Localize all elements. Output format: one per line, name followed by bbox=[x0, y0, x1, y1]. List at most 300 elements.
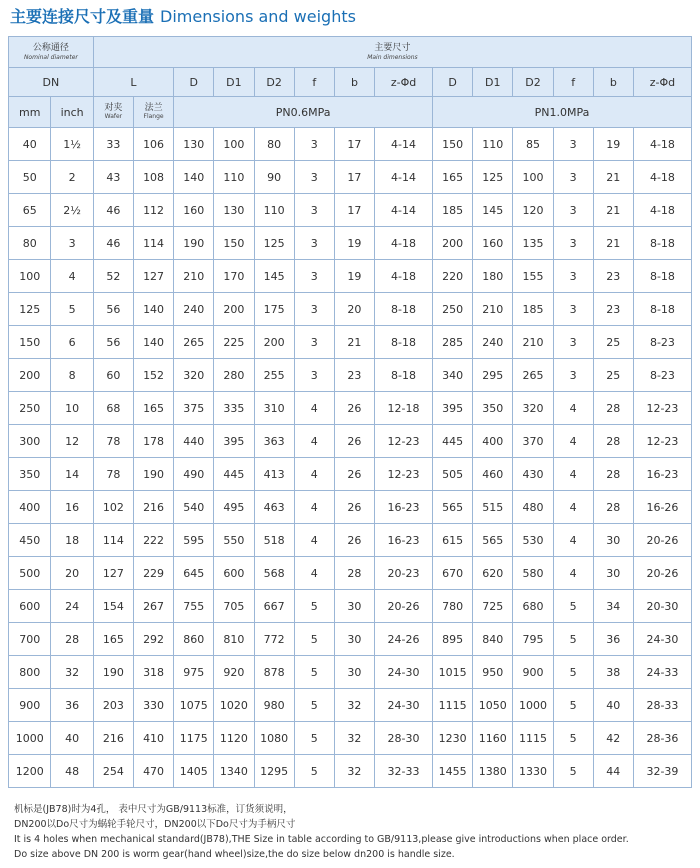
table-cell: 395 bbox=[433, 392, 473, 425]
table-cell: 335 bbox=[214, 392, 254, 425]
table-cell: 32 bbox=[334, 689, 374, 722]
table-cell: 17 bbox=[334, 161, 374, 194]
table-cell: 292 bbox=[133, 623, 173, 656]
table-cell: 20-30 bbox=[633, 590, 691, 623]
flange-en: Flange bbox=[143, 113, 164, 120]
col-b-d2: D2 bbox=[513, 68, 553, 97]
table-cell: 254 bbox=[93, 755, 133, 788]
table-cell: 175 bbox=[254, 293, 294, 326]
table-cell: 190 bbox=[174, 227, 214, 260]
table-cell: 165 bbox=[133, 392, 173, 425]
table-cell: 920 bbox=[214, 656, 254, 689]
table-cell: 8-18 bbox=[375, 359, 433, 392]
table-cell: 280 bbox=[214, 359, 254, 392]
table-cell: 21 bbox=[593, 194, 633, 227]
table-cell: 3 bbox=[294, 161, 334, 194]
table-cell: 16-23 bbox=[375, 491, 433, 524]
table-row bbox=[9, 557, 692, 590]
table-cell: 3 bbox=[294, 128, 334, 161]
table-cell: 5 bbox=[294, 689, 334, 722]
table-cell: 210 bbox=[513, 326, 553, 359]
table-cell: 108 bbox=[133, 161, 173, 194]
table-cell: 3 bbox=[294, 359, 334, 392]
table-cell: 878 bbox=[254, 656, 294, 689]
table-cell: 1405 bbox=[174, 755, 214, 788]
table-cell: 5 bbox=[553, 689, 593, 722]
table-cell: 28 bbox=[593, 392, 633, 425]
table-cell: 65 bbox=[9, 194, 51, 227]
table-cell: 255 bbox=[254, 359, 294, 392]
table-cell: 1200 bbox=[9, 755, 51, 788]
table-cell: 32 bbox=[334, 722, 374, 755]
table-cell: 840 bbox=[473, 623, 513, 656]
table-row bbox=[9, 425, 692, 458]
table-cell: 565 bbox=[473, 524, 513, 557]
table-cell: 30 bbox=[593, 557, 633, 590]
table-cell: 8-18 bbox=[633, 260, 691, 293]
table-cell: 40 bbox=[9, 128, 51, 161]
table-cell: 12 bbox=[51, 425, 93, 458]
table-cell: 3 bbox=[553, 161, 593, 194]
table-cell: 4 bbox=[553, 392, 593, 425]
table-cell: 772 bbox=[254, 623, 294, 656]
table-cell: 5 bbox=[553, 590, 593, 623]
table-cell: 550 bbox=[214, 524, 254, 557]
table-cell: 19 bbox=[334, 227, 374, 260]
table-cell: 4 bbox=[294, 458, 334, 491]
table-cell: 3 bbox=[294, 260, 334, 293]
table-cell: 4-18 bbox=[375, 260, 433, 293]
table-cell: 460 bbox=[473, 458, 513, 491]
table-cell: 350 bbox=[9, 458, 51, 491]
table-cell: 12-23 bbox=[633, 425, 691, 458]
table-cell: 800 bbox=[9, 656, 51, 689]
table-cell: 200 bbox=[9, 359, 51, 392]
note-line: Do size above DN 200 is worm gear(hand wheel)size,the do size below dn200 is handle size. bbox=[14, 849, 455, 860]
table-cell: 38 bbox=[593, 656, 633, 689]
main-zh: 主要尺寸 bbox=[374, 43, 411, 53]
table-cell: 46 bbox=[93, 227, 133, 260]
table-cell: 32-33 bbox=[375, 755, 433, 788]
table-cell: 895 bbox=[433, 623, 473, 656]
table-cell: 670 bbox=[433, 557, 473, 590]
table-cell: 595 bbox=[174, 524, 214, 557]
table-cell: 3 bbox=[294, 326, 334, 359]
table-row bbox=[9, 491, 692, 524]
table-cell: 10 bbox=[51, 392, 93, 425]
table-cell: 5 bbox=[553, 755, 593, 788]
table-cell: 28-33 bbox=[633, 689, 691, 722]
table-cell: 90 bbox=[254, 161, 294, 194]
table-cell: 6 bbox=[51, 326, 93, 359]
col-a-d: D bbox=[174, 68, 214, 97]
table-cell: 480 bbox=[513, 491, 553, 524]
table-cell: 500 bbox=[9, 557, 51, 590]
table-cell: 36 bbox=[51, 689, 93, 722]
table-cell: 20 bbox=[334, 293, 374, 326]
table-cell: 5 bbox=[51, 293, 93, 326]
table-cell: 24-26 bbox=[375, 623, 433, 656]
table-cell: 130 bbox=[214, 194, 254, 227]
table-cell: 530 bbox=[513, 524, 553, 557]
table-cell: 145 bbox=[473, 194, 513, 227]
table-cell: 413 bbox=[254, 458, 294, 491]
table-cell: 120 bbox=[513, 194, 553, 227]
table-cell: 125 bbox=[254, 227, 294, 260]
table-cell: 36 bbox=[593, 623, 633, 656]
table-cell: 25 bbox=[593, 326, 633, 359]
table-cell: 30 bbox=[593, 524, 633, 557]
table-cell: 127 bbox=[93, 557, 133, 590]
table-cell: 34 bbox=[593, 590, 633, 623]
table-cell: 152 bbox=[133, 359, 173, 392]
table-cell: 42 bbox=[593, 722, 633, 755]
table-cell: 21 bbox=[593, 227, 633, 260]
table-cell: 20 bbox=[51, 557, 93, 590]
table-row bbox=[9, 128, 692, 161]
table-cell: 4 bbox=[553, 491, 593, 524]
table-cell: 16-26 bbox=[633, 491, 691, 524]
table-cell: 12-23 bbox=[375, 458, 433, 491]
table-cell: 1330 bbox=[513, 755, 553, 788]
table-cell: 190 bbox=[93, 656, 133, 689]
table-cell: 445 bbox=[433, 425, 473, 458]
table-cell: 112 bbox=[133, 194, 173, 227]
table-cell: 400 bbox=[9, 491, 51, 524]
table-cell: 20-26 bbox=[633, 524, 691, 557]
table-cell: 4-14 bbox=[375, 128, 433, 161]
table-cell: 4-14 bbox=[375, 161, 433, 194]
table-cell: 178 bbox=[133, 425, 173, 458]
table-cell: 127 bbox=[133, 260, 173, 293]
table-cell: 28 bbox=[593, 491, 633, 524]
table-cell: 250 bbox=[433, 293, 473, 326]
table-cell: 330 bbox=[133, 689, 173, 722]
table-cell: 4-18 bbox=[633, 161, 691, 194]
table-cell: 400 bbox=[473, 425, 513, 458]
table-cell: 600 bbox=[214, 557, 254, 590]
table-cell: 8-18 bbox=[633, 293, 691, 326]
header-row-3 bbox=[9, 97, 692, 128]
table-cell: 100 bbox=[214, 128, 254, 161]
table-cell: 140 bbox=[133, 293, 173, 326]
table-cell: 340 bbox=[433, 359, 473, 392]
table-cell: 185 bbox=[513, 293, 553, 326]
table-cell: 580 bbox=[513, 557, 553, 590]
table-cell: 21 bbox=[593, 161, 633, 194]
table-cell: 975 bbox=[174, 656, 214, 689]
table-cell: 430 bbox=[513, 458, 553, 491]
table-cell: 375 bbox=[174, 392, 214, 425]
table-cell: 250 bbox=[9, 392, 51, 425]
table-cell: 3 bbox=[553, 293, 593, 326]
note-line: It is 4 holes when mechanical standard(JB78),THE Size in table according to GB/9113,please give introductions when place order. bbox=[14, 834, 629, 845]
table-cell: 1020 bbox=[214, 689, 254, 722]
wafer-en: Wafer bbox=[104, 113, 123, 120]
table-cell: 30 bbox=[334, 590, 374, 623]
table-cell: 300 bbox=[9, 425, 51, 458]
table-cell: 150 bbox=[9, 326, 51, 359]
table-cell: 1380 bbox=[473, 755, 513, 788]
table-cell: 1075 bbox=[174, 689, 214, 722]
table-row bbox=[9, 623, 692, 656]
table-cell: 20-26 bbox=[375, 590, 433, 623]
table-cell: 160 bbox=[174, 194, 214, 227]
dn-header: DN bbox=[9, 68, 94, 97]
table-row bbox=[9, 689, 692, 722]
table-cell: 60 bbox=[93, 359, 133, 392]
table-cell: 1120 bbox=[214, 722, 254, 755]
table-cell: 3 bbox=[553, 359, 593, 392]
table-cell: 645 bbox=[174, 557, 214, 590]
col-a-d1: D1 bbox=[214, 68, 254, 97]
table-cell: 33 bbox=[93, 128, 133, 161]
table-cell: 229 bbox=[133, 557, 173, 590]
table-cell: 32 bbox=[334, 755, 374, 788]
table-cell: 125 bbox=[9, 293, 51, 326]
table-cell: 495 bbox=[214, 491, 254, 524]
table-cell: 4 bbox=[553, 524, 593, 557]
table-row bbox=[9, 392, 692, 425]
table-cell: 1000 bbox=[513, 689, 553, 722]
table-row bbox=[9, 722, 692, 755]
table-cell: 165 bbox=[93, 623, 133, 656]
table-cell: 3 bbox=[294, 227, 334, 260]
table-cell: 320 bbox=[174, 359, 214, 392]
table-cell: 28 bbox=[51, 623, 93, 656]
table-cell: 130 bbox=[174, 128, 214, 161]
table-cell: 3 bbox=[553, 326, 593, 359]
title-en: Dimensions and weights bbox=[160, 7, 356, 26]
table-cell: 32-39 bbox=[633, 755, 691, 788]
table-cell: 1115 bbox=[513, 722, 553, 755]
main-en: Main dimensions bbox=[367, 54, 418, 61]
col-b-b: b bbox=[593, 68, 633, 97]
table-cell: 310 bbox=[254, 392, 294, 425]
table-cell: 2½ bbox=[51, 194, 93, 227]
table-cell: 1080 bbox=[254, 722, 294, 755]
table-cell: 515 bbox=[473, 491, 513, 524]
table-cell: 320 bbox=[513, 392, 553, 425]
col-b-d: D bbox=[433, 68, 473, 97]
table-cell: 5 bbox=[553, 656, 593, 689]
table-cell: 980 bbox=[254, 689, 294, 722]
col-b-zd: z-Φd bbox=[633, 68, 691, 97]
note-line: DN200以Do尺寸为蜗轮手轮尺寸，DN200以下Do尺寸为手柄尺寸 bbox=[14, 819, 296, 830]
inch-header: inch bbox=[51, 97, 93, 128]
table-cell: 25 bbox=[593, 359, 633, 392]
table-cell: 705 bbox=[214, 590, 254, 623]
table-cell: 470 bbox=[133, 755, 173, 788]
table-cell: 170 bbox=[214, 260, 254, 293]
table-cell: 28 bbox=[334, 557, 374, 590]
table-cell: 318 bbox=[133, 656, 173, 689]
table-cell: 8-23 bbox=[633, 326, 691, 359]
table-cell: 725 bbox=[473, 590, 513, 623]
table-row bbox=[9, 293, 692, 326]
table-cell: 28-36 bbox=[633, 722, 691, 755]
table-cell: 30 bbox=[334, 623, 374, 656]
table-cell: 5 bbox=[553, 623, 593, 656]
table-cell: 160 bbox=[473, 227, 513, 260]
table-cell: 43 bbox=[93, 161, 133, 194]
table-cell: 24 bbox=[51, 590, 93, 623]
table-cell: 12-23 bbox=[633, 392, 691, 425]
table-cell: 185 bbox=[433, 194, 473, 227]
table-cell: 78 bbox=[93, 458, 133, 491]
table-cell: 240 bbox=[174, 293, 214, 326]
table-cell: 1340 bbox=[214, 755, 254, 788]
main-dimensions-header bbox=[93, 37, 691, 68]
table-cell: 220 bbox=[433, 260, 473, 293]
table-cell: 395 bbox=[214, 425, 254, 458]
table-cell: 140 bbox=[174, 161, 214, 194]
table-cell: 565 bbox=[433, 491, 473, 524]
table-cell: 180 bbox=[473, 260, 513, 293]
table-row bbox=[9, 194, 692, 227]
table-cell: 5 bbox=[294, 623, 334, 656]
table-cell: 56 bbox=[93, 326, 133, 359]
table-cell: 12-23 bbox=[375, 425, 433, 458]
page-title bbox=[10, 4, 356, 28]
table-row bbox=[9, 161, 692, 194]
table-cell: 1015 bbox=[433, 656, 473, 689]
table-cell: 203 bbox=[93, 689, 133, 722]
table-row bbox=[9, 326, 692, 359]
table-cell: 463 bbox=[254, 491, 294, 524]
table-cell: 1160 bbox=[473, 722, 513, 755]
table-cell: 5 bbox=[294, 590, 334, 623]
table-cell: 18 bbox=[51, 524, 93, 557]
table-cell: 4 bbox=[553, 425, 593, 458]
table-cell: 5 bbox=[294, 722, 334, 755]
dimensions-table bbox=[8, 36, 692, 788]
table-cell: 216 bbox=[93, 722, 133, 755]
table-row bbox=[9, 656, 692, 689]
table-cell: 755 bbox=[174, 590, 214, 623]
col-b-f: f bbox=[553, 68, 593, 97]
table-cell: 135 bbox=[513, 227, 553, 260]
table-cell: 16-23 bbox=[375, 524, 433, 557]
table-cell: 3 bbox=[553, 227, 593, 260]
col-a-b: b bbox=[334, 68, 374, 97]
col-a-zd: z-Φd bbox=[375, 68, 433, 97]
table-cell: 78 bbox=[93, 425, 133, 458]
table-cell: 14 bbox=[51, 458, 93, 491]
table-cell: 490 bbox=[174, 458, 214, 491]
notes bbox=[14, 802, 694, 862]
table-cell: 190 bbox=[133, 458, 173, 491]
table-cell: 370 bbox=[513, 425, 553, 458]
table-cell: 4-18 bbox=[633, 128, 691, 161]
table-cell: 80 bbox=[9, 227, 51, 260]
table-cell: 3 bbox=[294, 293, 334, 326]
table-cell: 4 bbox=[51, 260, 93, 293]
table-cell: 50 bbox=[9, 161, 51, 194]
table-cell: 24-33 bbox=[633, 656, 691, 689]
table-cell: 216 bbox=[133, 491, 173, 524]
table-cell: 8-23 bbox=[633, 359, 691, 392]
table-cell: 125 bbox=[473, 161, 513, 194]
table-cell: 4 bbox=[294, 491, 334, 524]
table-cell: 100 bbox=[9, 260, 51, 293]
table-cell: 16 bbox=[51, 491, 93, 524]
table-row bbox=[9, 260, 692, 293]
l-header: L bbox=[93, 68, 173, 97]
table-cell: 56 bbox=[93, 293, 133, 326]
flange-zh: 法兰 bbox=[144, 103, 163, 113]
table-cell: 52 bbox=[93, 260, 133, 293]
table-cell: 1115 bbox=[433, 689, 473, 722]
table-cell: 3 bbox=[51, 227, 93, 260]
table-cell: 20-26 bbox=[633, 557, 691, 590]
table-cell: 114 bbox=[133, 227, 173, 260]
table-cell: 17 bbox=[334, 128, 374, 161]
table-cell: 540 bbox=[174, 491, 214, 524]
table-cell: 600 bbox=[9, 590, 51, 623]
table-cell: 667 bbox=[254, 590, 294, 623]
table-cell: 23 bbox=[593, 293, 633, 326]
col-a-f: f bbox=[294, 68, 334, 97]
table-cell: 8-18 bbox=[375, 326, 433, 359]
table-cell: 102 bbox=[93, 491, 133, 524]
nominal-diameter-header bbox=[9, 37, 94, 68]
table-cell: 21 bbox=[334, 326, 374, 359]
title-zh: 主要连接尺寸及重量 bbox=[10, 7, 155, 26]
table-cell: 150 bbox=[433, 128, 473, 161]
table-row bbox=[9, 458, 692, 491]
table-cell: 8-18 bbox=[633, 227, 691, 260]
table-cell: 80 bbox=[254, 128, 294, 161]
table-cell: 19 bbox=[334, 260, 374, 293]
pn-b-header: PN1.0MPa bbox=[433, 97, 692, 128]
table-cell: 26 bbox=[334, 458, 374, 491]
table-cell: 20-23 bbox=[375, 557, 433, 590]
table-cell: 810 bbox=[214, 623, 254, 656]
table-cell: 100 bbox=[513, 161, 553, 194]
table-cell: 110 bbox=[473, 128, 513, 161]
table-cell: 900 bbox=[9, 689, 51, 722]
col-a-d2: D2 bbox=[254, 68, 294, 97]
table-cell: 24-30 bbox=[375, 656, 433, 689]
table-cell: 295 bbox=[473, 359, 513, 392]
table-cell: 114 bbox=[93, 524, 133, 557]
table-cell: 23 bbox=[593, 260, 633, 293]
table-cell: 1230 bbox=[433, 722, 473, 755]
table-cell: 440 bbox=[174, 425, 214, 458]
table-cell: 154 bbox=[93, 590, 133, 623]
table-cell: 26 bbox=[334, 425, 374, 458]
table-cell: 4-18 bbox=[633, 194, 691, 227]
table-cell: 3 bbox=[553, 260, 593, 293]
table-cell: 1050 bbox=[473, 689, 513, 722]
table-cell: 285 bbox=[433, 326, 473, 359]
table-cell: 210 bbox=[174, 260, 214, 293]
table-cell: 3 bbox=[294, 194, 334, 227]
table-cell: 3 bbox=[553, 128, 593, 161]
table-cell: 24-30 bbox=[633, 623, 691, 656]
table-cell: 26 bbox=[334, 524, 374, 557]
flange-header bbox=[133, 97, 173, 128]
note-line: 机标是(JB78)时为4孔， 表中尺寸为GB/9113标准，订货须说明， bbox=[14, 804, 293, 815]
table-cell: 1½ bbox=[51, 128, 93, 161]
header-row-2 bbox=[9, 68, 692, 97]
table-cell: 68 bbox=[93, 392, 133, 425]
table-cell: 225 bbox=[214, 326, 254, 359]
nominal-zh: 公称通径 bbox=[32, 43, 69, 53]
table-cell: 1175 bbox=[174, 722, 214, 755]
table-cell: 150 bbox=[214, 227, 254, 260]
